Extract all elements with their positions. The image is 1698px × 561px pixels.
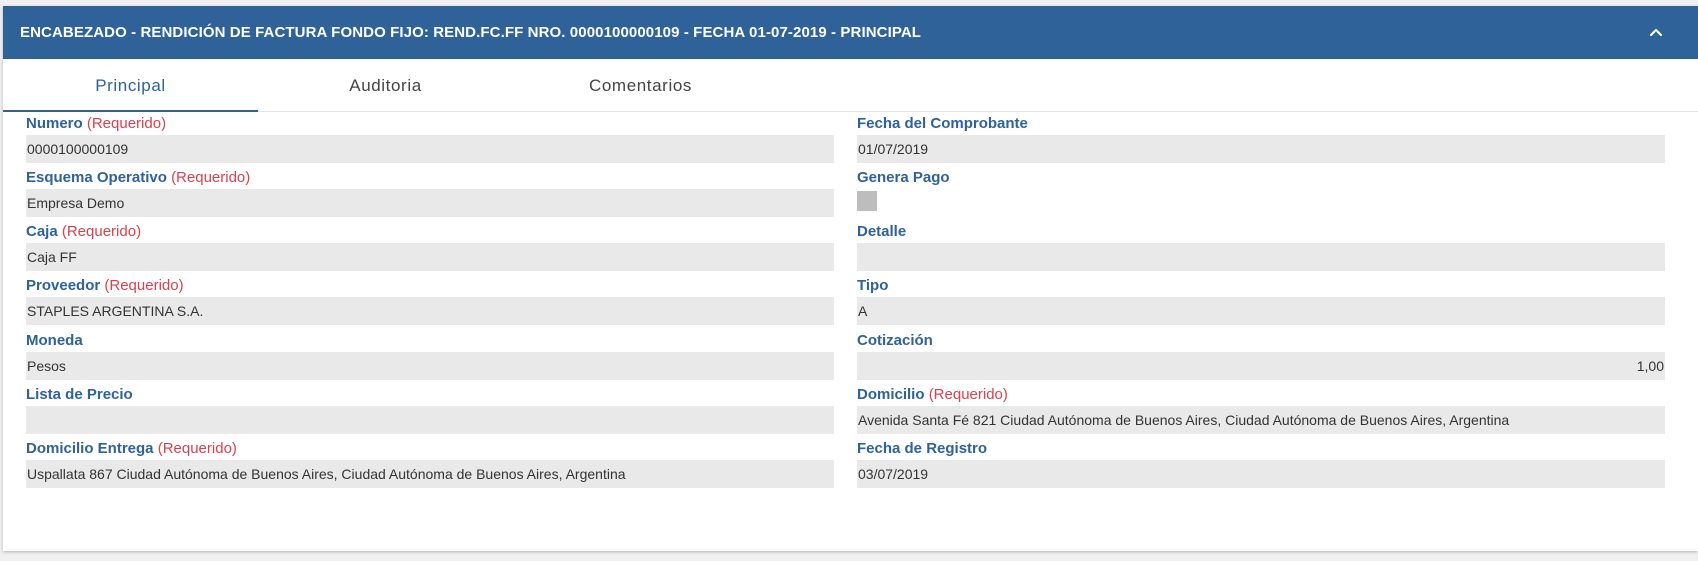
esquema-operativo-input[interactable]: Empresa Demo xyxy=(26,189,834,217)
field-label: Fecha de Registro xyxy=(857,440,988,457)
tipo-input[interactable]: A xyxy=(857,297,1665,325)
required-marker: (Requerido) xyxy=(928,386,1008,403)
fecha-comprobante-input[interactable]: 01/07/2019 xyxy=(857,135,1665,163)
chevron-up-icon xyxy=(1644,20,1668,44)
field-label: Genera Pago xyxy=(857,169,950,186)
field-label: Caja (Requerido) xyxy=(26,223,142,240)
field-label: Numero (Requerido) xyxy=(26,115,167,132)
collapse-button[interactable] xyxy=(1644,20,1668,44)
domicilio-input[interactable]: Avenida Santa Fé 821 Ciudad Autónoma de Buenos Aires, Ciudad Autónoma de Buenos Aires, Argentina xyxy=(857,406,1665,434)
field-label: Detalle xyxy=(857,223,907,240)
required-marker: (Requerido) xyxy=(61,223,142,240)
cotizacion-input[interactable]: 1,00 xyxy=(857,352,1665,380)
tab-comentarios[interactable]: Comentarios xyxy=(589,76,692,95)
tab-principal[interactable]: Principal xyxy=(3,59,258,111)
panel-header xyxy=(3,6,1698,59)
field-label: Tipo xyxy=(857,277,889,294)
caja-input[interactable]: Caja FF xyxy=(26,243,834,271)
field-label: Cotización xyxy=(857,332,933,349)
fecha-registro-input[interactable]: 03/07/2019 xyxy=(857,460,1665,488)
field-label: Moneda xyxy=(26,332,83,349)
field-label: Proveedor (Requerido) xyxy=(26,277,184,294)
required-marker: (Requerido) xyxy=(171,169,251,186)
numero-input[interactable]: 0000100000109 xyxy=(26,135,834,163)
field-label: Lista de Precio xyxy=(26,386,133,403)
lista-de-precio-input[interactable] xyxy=(26,406,834,434)
field-label: Fecha del Comprobante xyxy=(857,115,1028,132)
panel-title: ENCABEZADO - RENDICIÓN DE FACTURA FONDO FIJO: REND.FC.FF NRO. 0000100000109 - FECHA 01-07-2019 - PRINCIPAL xyxy=(20,24,922,41)
field-label: Domicilio (Requerido) xyxy=(857,386,1008,403)
required-marker: (Requerido) xyxy=(86,115,167,132)
detalle-input[interactable] xyxy=(857,243,1665,271)
proveedor-input[interactable]: STAPLES ARGENTINA S.A. xyxy=(26,297,834,325)
required-marker: (Requerido) xyxy=(104,277,184,294)
moneda-input[interactable]: Pesos xyxy=(26,352,834,380)
tab-bar xyxy=(3,59,1698,112)
field-label: Esquema Operativo (Requerido) xyxy=(26,169,251,186)
field-label: Domicilio Entrega (Requerido) xyxy=(26,440,237,457)
header-panel xyxy=(3,6,1698,551)
domicilio-entrega-input[interactable]: Uspallata 867 Ciudad Autónoma de Buenos Aires, Ciudad Autónoma de Buenos Aires, Argentina xyxy=(26,460,834,488)
required-marker: (Requerido) xyxy=(157,440,237,457)
tab-auditoria[interactable]: Auditoria xyxy=(349,76,422,95)
genera-pago-checkbox[interactable] xyxy=(857,191,877,211)
